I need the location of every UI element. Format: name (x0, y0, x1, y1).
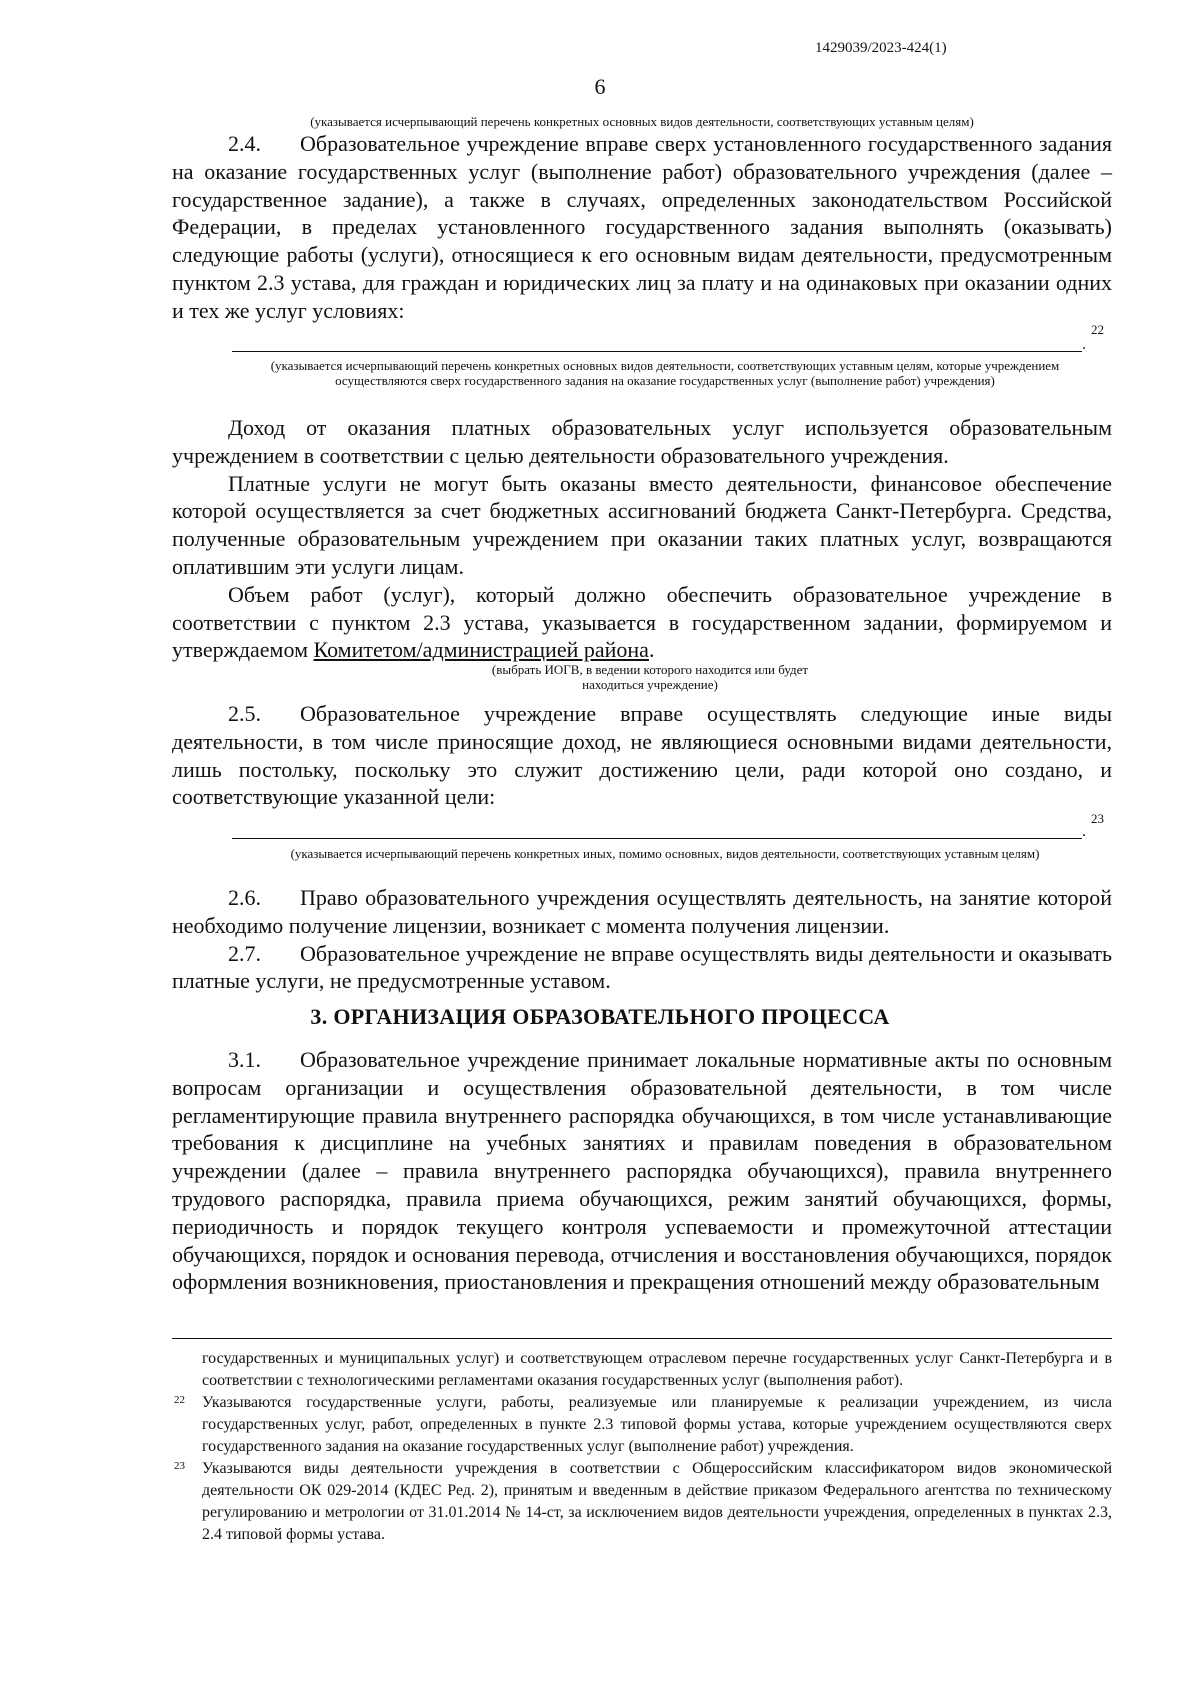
section-text: Образовательное учреждение вправе осуществлять следующие иные виды деятельности, в том числе приносящие доход, не являющиеся основными видами деятельности, лишь постольку, поскольку это служит достижению цели, ради которой оно создано, и соответствующие указанной цели: (172, 701, 1112, 810)
document-number: 1429039/2023-424(1) (815, 40, 947, 56)
footnote-mark: 22 (174, 1394, 185, 1406)
fill-in-note: (указывается исчерпывающий перечень конкретных иных, помимо основных, видов деятельности, соответствующих уставным целям) (290, 846, 1040, 861)
section-number: 2.7. (228, 940, 261, 966)
section-number: 3.1. (228, 1047, 261, 1072)
authority-note: (выбрать ИОГВ, в ведении которого находится или будет находиться учреждение) (491, 662, 809, 692)
footnote-22 (172, 1392, 1112, 1458)
footnotes (172, 1348, 1112, 1546)
footnote-mark: 23 (174, 1460, 185, 1472)
footnote-ref-23: 23 (1091, 811, 1104, 826)
footnote-continuation: государственных и муниципальных услуг) и соответствующем отраслевом перечне государственных услуг Санкт-Петербурга и в соответствии с технологическими регламентами оказания государственных услуг (выполнения работ). (202, 1350, 1112, 1389)
footnote-text: Указываются государственные услуги, работы, реализуемые или планируемые к реализации учреждением, из числа государственных услуг, работ, определенных в пункте 2.3 типовой формы устава, которые учреждением осуществляются сверх государственного задания на оказание государственных услуг (выполнение работ) учреждения. (202, 1394, 1112, 1455)
section-number: 2.6. (228, 885, 261, 910)
section-text: Право образовательного учреждения осуществлять деятельность, на занятие которой необходимо получение лицензии, возникает с момента получения лицензии. (172, 885, 1112, 938)
section-heading: 3. ОРГАНИЗАЦИЯ ОБРАЗОВАТЕЛЬНОГО ПРОЦЕССА (310, 1004, 890, 1029)
underlined-authority: Комитетом/администрацией района (313, 637, 649, 663)
top-note: (указывается исчерпывающий перечень конкретных основных видов деятельности, соответствующих уставным целям) (310, 114, 974, 129)
section-text: Образовательное учреждение не вправе осуществлять виды деятельности и оказывать платные услуги, не предусмотренные уставом. (172, 940, 1112, 994)
section-text: Образовательное учреждение принимает локальные нормативные акты по основным вопросам организации и осуществления образовательной деятельности, в том числе регламентирующие правила внутреннего распорядка обучающихся, в том числе устанавливающие требования к дисциплине на учебных занятиях и правилам поведения в образовательном учреждении (далее – правила внутреннего распорядка обучающихся), правила внутреннего трудового распорядка, правила приема обучающихся, режим занятий обучающихся, формы, периодичность и порядок текущего контроля успеваемости и промежуточной аттестации обучающихся, порядок и основания перевода, отчисления и восстановления обучающихся, порядок оформления возникновения, приостановления и прекращения отношений между образовательным (172, 1047, 1112, 1295)
footnote-text: Указываются виды деятельности учреждения в соответствии с Общероссийским классификатором видов экономической деятельности ОК 029-2014 (КДЕС Ред. 2), принятым и введенным в действие приказом Федерального агентства по техническому регулированию и метрологии от 31.01.2014 № 14-ст, за исключением видов деятельности учреждения, определенных в пунктах 2.3, 2.4 типовой формы устава. (202, 1460, 1112, 1543)
paragraph-volume: Объем работ (услуг), который должно обеспечить образовательное учреждение в соответствии с пунктом 2.3 устава, указывается в государственном задании, формируемом и утверждаемом Комитетом/администрацией района. (172, 581, 1112, 663)
sections-2-6-2-7 (172, 884, 1112, 995)
line-end-period: . (1082, 336, 1086, 353)
section-2-4 (172, 130, 1112, 325)
section-number: 2.5. (228, 701, 261, 726)
footnote-separator (172, 1338, 1112, 1339)
paragraph-paid: Платные услуги не могут быть оказаны вместо деятельности, финансовое обеспечение которой осуществляется за счет бюджетных ассигнований бюджета Санкт-Петербурга. Средства, полученные образовательным учреждением при оказании таких платных услуг, возвращаются оплатившим эти услуги лицам. (172, 470, 1112, 579)
section-3-1 (172, 1046, 1112, 1296)
fill-in-line (232, 838, 1082, 839)
line-end-period: . (1082, 823, 1086, 840)
footnote-ref-22: 22 (1091, 322, 1104, 337)
section-2-5 (172, 700, 1112, 811)
paragraph-income: Доход от оказания платных образовательных услуг используется образовательным учреждением в соответствии с целью деятельности образовательного учреждения. (172, 415, 1112, 468)
paragraphs-income-volume (172, 414, 1112, 664)
section-text: Образовательное учреждение вправе сверх установленного государственного задания на оказание государственных услуг (выполнение работ) образовательного учреждения (далее – государственное задание), а также в случаях, определенных законодательством Российской Федерации, в пределах установленного государственного задания выполнять (оказывать) следующие работы (услуги), относящиеся к его основным видам деятельности, предусмотренным пунктом 2.3 устава, для граждан и юридических лиц за плату и на одинаковых при оказании одних и тех же услуг условиях: (172, 131, 1112, 323)
fill-in-note: (указывается исчерпывающий перечень конкретных основных видов деятельности, соответствующих уставным целям, которые учреждением осуществляются сверх государственного задания на оказание государственных услуг (выполнение работ) учреждения) (270, 358, 1060, 388)
page-number: 6 (594, 74, 606, 99)
footnote-23 (172, 1458, 1112, 1546)
fill-in-line (232, 351, 1082, 352)
section-number: 2.4. (228, 131, 261, 156)
